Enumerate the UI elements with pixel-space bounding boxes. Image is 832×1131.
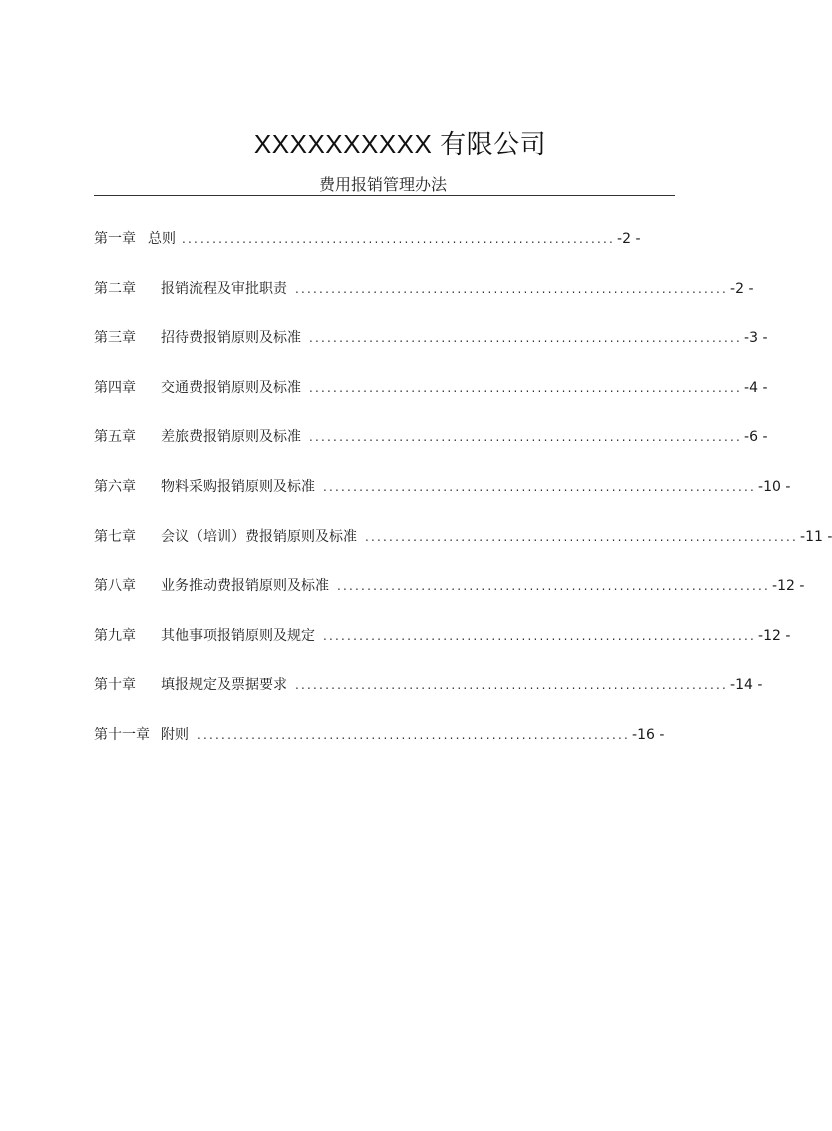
toc-page-number: -16 - xyxy=(632,726,665,743)
toc-entry-chapter-5[interactable] xyxy=(94,427,768,477)
toc-entry-chapter-11[interactable] xyxy=(94,725,665,775)
toc-page-number: -12 - xyxy=(772,578,805,595)
toc-leader-dots: ........................................................................ xyxy=(337,579,771,594)
toc-chapter-title: 总则 xyxy=(148,231,176,247)
toc-leader-dots: ........................................................................ xyxy=(295,678,729,693)
toc-chapter-title: 业务推动费报销原则及标准 xyxy=(161,578,329,595)
toc-page-number: -3 - xyxy=(744,330,768,347)
table-of-contents xyxy=(94,229,832,775)
toc-entry-chapter-3[interactable] xyxy=(94,328,768,378)
toc-page-number: -11 - xyxy=(800,528,832,545)
toc-chapter-title: 附则 xyxy=(161,726,189,743)
toc-chapter-number: 第三章 xyxy=(94,330,136,347)
toc-page-number: -2 - xyxy=(730,280,754,297)
toc-entry-chapter-1[interactable] xyxy=(94,229,641,279)
toc-leader-dots: ........................................................................ xyxy=(323,479,757,494)
toc-entry-chapter-7[interactable] xyxy=(94,527,832,577)
toc-leader-dots: ........................................................................ xyxy=(295,281,729,296)
toc-chapter-title: 其他事项报销原则及规定 xyxy=(161,627,315,644)
document-subtitle: 费用报销管理办法 xyxy=(318,175,447,194)
toc-leader-dots: ........................................................................ xyxy=(309,331,743,346)
toc-entry-chapter-2[interactable] xyxy=(94,279,754,329)
company-title: XXXXXXXXXX 有限公司 xyxy=(253,129,547,159)
toc-chapter-title: 招待费报销原则及标准 xyxy=(161,330,301,347)
toc-page-number: -12 - xyxy=(758,627,791,644)
toc-page-number: -14 - xyxy=(730,677,763,694)
toc-entry-chapter-8[interactable] xyxy=(94,576,805,626)
toc-chapter-title: 物料采购报销原则及标准 xyxy=(161,478,315,495)
toc-chapter-number: 第九章 xyxy=(94,627,136,644)
toc-page-number: -10 - xyxy=(758,478,791,495)
toc-chapter-number: 第五章 xyxy=(94,429,136,446)
toc-leader-dots: ........................................................................ xyxy=(182,232,616,246)
toc-entry-chapter-10[interactable] xyxy=(94,675,763,725)
toc-leader-dots: ........................................................................ xyxy=(197,727,631,742)
toc-chapter-number: 第十一章 xyxy=(94,726,150,743)
toc-leader-dots: ........................................................................ xyxy=(309,380,743,395)
toc-chapter-title: 交通费报销原则及标准 xyxy=(161,379,301,396)
toc-page-number: -6 - xyxy=(744,429,768,446)
toc-chapter-number: 第八章 xyxy=(94,578,136,595)
toc-entry-chapter-4[interactable] xyxy=(94,378,768,428)
toc-leader-dots: ........................................................................ xyxy=(309,430,743,445)
title-divider xyxy=(94,195,675,196)
toc-chapter-number: 第十章 xyxy=(94,677,136,694)
toc-page-number: -2 - xyxy=(617,231,641,247)
toc-page-number: -4 - xyxy=(744,379,768,396)
toc-entry-chapter-9[interactable] xyxy=(94,626,791,676)
toc-leader-dots: ........................................................................ xyxy=(365,529,799,544)
toc-chapter-number: 第四章 xyxy=(94,379,136,396)
toc-chapter-number: 第一章 xyxy=(94,231,136,247)
toc-chapter-number: 第六章 xyxy=(94,478,136,495)
toc-chapter-title: 差旅费报销原则及标准 xyxy=(161,429,301,446)
toc-chapter-title: 报销流程及审批职责 xyxy=(161,280,287,297)
toc-chapter-title: 填报规定及票据要求 xyxy=(161,677,287,694)
toc-chapter-number: 第七章 xyxy=(94,528,136,545)
toc-chapter-number: 第二章 xyxy=(94,280,136,297)
toc-chapter-title: 会议（培训）费报销原则及标准 xyxy=(161,528,357,545)
toc-leader-dots: ........................................................................ xyxy=(323,628,757,643)
toc-entry-chapter-6[interactable] xyxy=(94,477,791,527)
